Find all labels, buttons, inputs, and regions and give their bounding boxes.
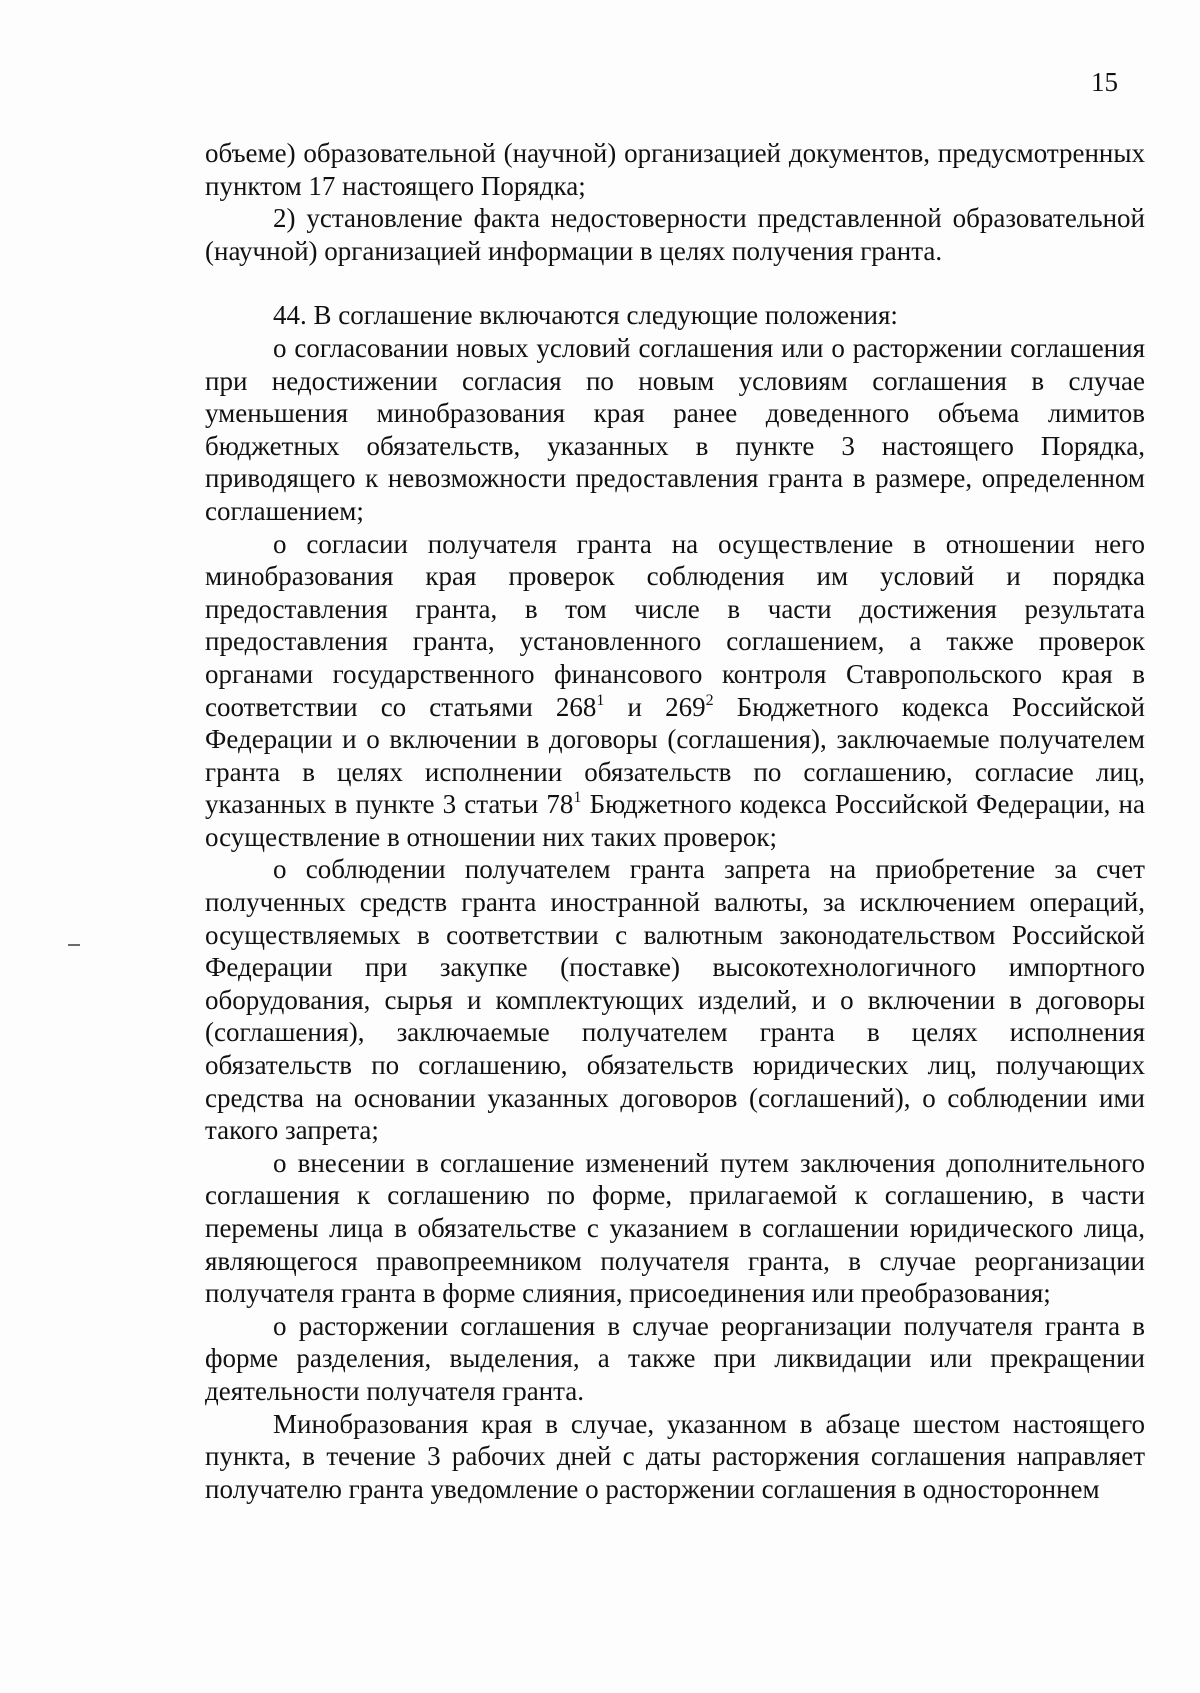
paragraph-item-2: 2) установление факта недостоверности представленной образовательной (научной) организацией информации в целях получения гранта. (205, 203, 1145, 266)
paragraph-amendments: о внесении в соглашение изменений путем заключения дополнительного соглашения к соглашению по форме, прилагаемой к соглашению, в части перемены лица в обязательстве с указанием в соглашении юридического лица, являющегося правопреемником получателя гранта, в случае реорганизации получателя гранта в форме слияния, присоединения или преобразования; (205, 1147, 1145, 1309)
paragraph-clause-44: 44. В соглашение включаются следующие положения: (273, 300, 898, 331)
paragraph-currency-ban: о соблюдении получателем гранта запрета на приобретение за счет полученных средств гранта иностранной валюты, за исключением операций, осуществляемых в соответствии с валютным законодательством Российской Федерации при закупке (поставке) высокотехнологичного импортного оборудования, сырья и комплектующих изделий, и о включении в договоры (соглашения), заключаемые получателем гранта в целях исполнения обязательств по соглашению, обязательств юридических лиц, получающих средства на основании указанных договоров (соглашений), о соблюдении ими такого запрета; (205, 854, 1145, 1146)
paragraph-agreement-terms: о согласовании новых условий соглашения или о расторжении соглашения при недостижении согласия по новым условиям соглашения в случае уменьшения минобразования края ранее доведенного объема лимитов бюджетных обязательств, указанных в пункте 3 настоящего Порядка, приводящего к невозможности предоставления гранта в размере, определенном соглашением; (205, 332, 1145, 526)
page-number: 15 (1091, 67, 1118, 97)
superscript: 2 (705, 691, 714, 709)
superscript: 1 (573, 789, 582, 807)
text-fragment: Бюджетного кодекса Российской Федерации, на осуществление в отношении них таких проверок; (205, 789, 1145, 852)
paragraph-termination: о расторжении соглашения в случае реорганизации получателя гранта в форме разделения, выделения, а также при ликвидации или прекращении деятельности получателя гранта. (205, 1310, 1145, 1406)
document-body (205, 137, 1145, 1505)
paragraph-inspection-consent (205, 528, 1145, 854)
paragraph-notification: Минобразования края в случае, указанном в абзаце шестом настоящего пункта, в течение 3 рабочих дней с даты расторжения соглашения направляет получателю гранта уведомление о расторжении соглашения в одностороннем (205, 1408, 1145, 1504)
text-fragment: и 269 (604, 691, 706, 722)
scan-artifact (68, 944, 80, 946)
superscript: 1 (596, 691, 605, 709)
text-fragment: о согласии получателя гранта на осуществление в отношении него минобразования края проверок соблюдения им условий и порядка предоставления гранта, в том числе в части достижения результата предоставления гранта, установленного соглашением, а также проверок органами государственного финансового контроля Ставропольского края в соответствии со статьями 268 (205, 528, 1145, 722)
text-fragment: Бюджетного кодекса Российской Федерации и о включении в договоры (соглашения), заключаемые получателем гранта в целях исполнении обязательств по соглашению, согласие лиц, указанных в пункте 3 статьи 78 (205, 691, 1146, 820)
paragraph-continued: объеме) образовательной (научной) организацией документов, предусмотренных пунктом 17 настоящего Порядка; (205, 138, 1145, 201)
